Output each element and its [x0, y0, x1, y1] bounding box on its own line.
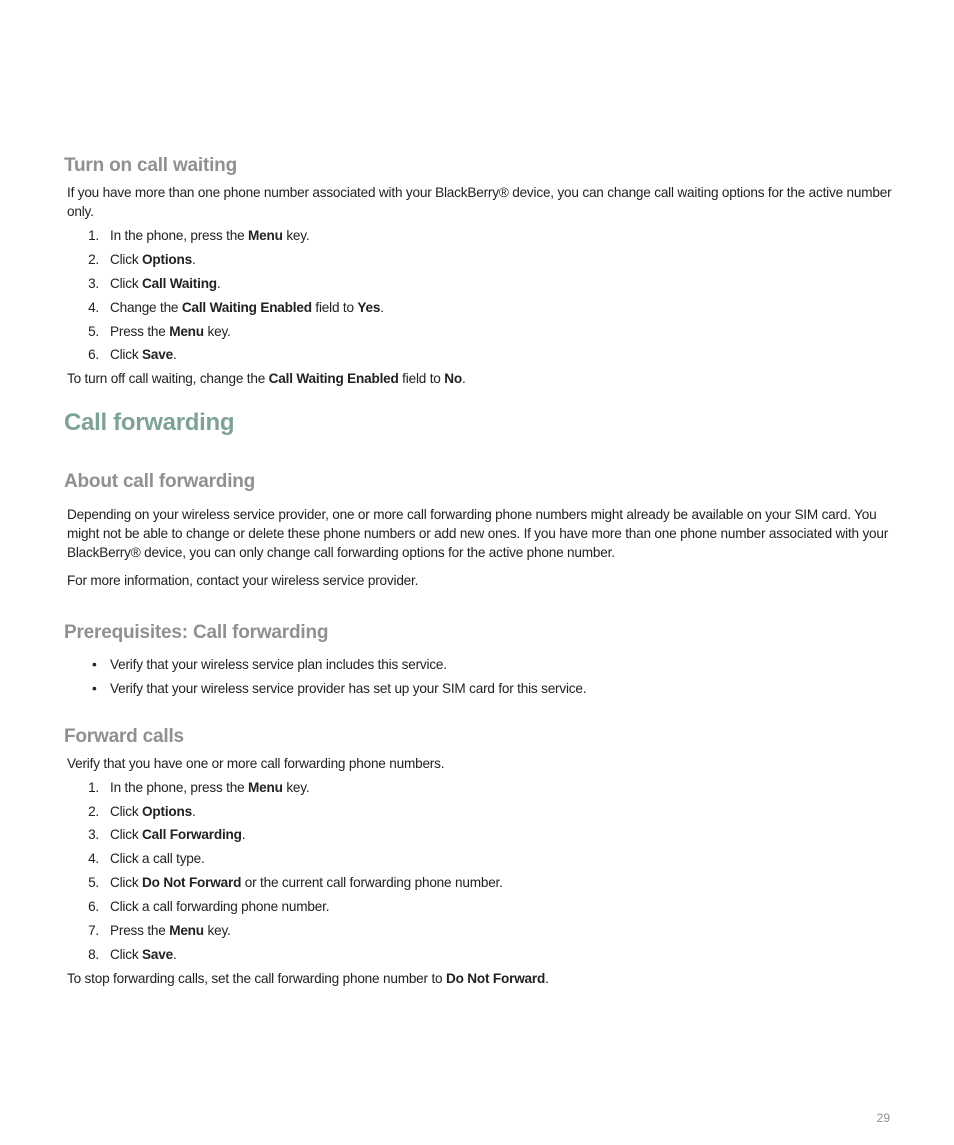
stop-forwarding-note: To stop forwarding calls, set the call forwarding phone number to Do Not Forward.	[67, 971, 549, 986]
document-page: Turn on call waiting If you have more than one phone number associated with your BlackBerry® device, you can change call waiting options for the active number only. 1. In the phone, press the Menu key. 2. Click Options. 3. Click Call Waiting. 4. Change the Call Waiting Enabled field to Yes. 5. Press the Menu key. 6. Click Save. To turn off call waiting, change the Call Waiting Enabled field to No. Call forwarding About call forwarding Depending on your wireless service provider, one or more call forwarding phone numbers might already be available on your SIM card. You might not be able to change or delete these phone numbers or add new ones. If you have more than one phone number associated with your BlackBerry® device, you can only change call forwarding options for the active phone number. For more information, contact your wireless service provider. Prerequisites: Call forwarding • Verify that your wireless service plan includes this service. • Verify that your wireless service provider has set up your SIM card for this service. Forward calls Verify that you have one or more call forwarding phone numbers. 1. In the phone, press the Menu key. 2. Click Options. 3. Click Call Forwarding. 4. Click a call type. 5. Click Do Not Forward or the current call forwarding phone number. 6. Click a call forwarding phone number. 7. Press the Menu key. 8. Click Save. To stop forwarding calls, set the call forwarding phone number to Do Not Forward. 29	[0, 0, 954, 1145]
turn-off-call-waiting-note: To turn off call waiting, change the Call Waiting Enabled field to No.	[67, 371, 466, 386]
page-number: 29	[876, 1111, 890, 1125]
bullet-icon: •	[92, 681, 97, 696]
more-information-text: For more information, contact your wireless service provider.	[67, 573, 419, 588]
forward-calls-heading: Forward calls	[64, 726, 184, 747]
bullet-icon: •	[92, 657, 97, 672]
about-call-forwarding-body: Depending on your wireless service provider, one or more call forwarding phone numbers might already be available on your SIM card. You might not be able to change or delete these phone numbers or add new ones. If you have more than one phone number associated with your BlackBerry® device, you can only change call forwarding options for the active phone number.	[67, 507, 889, 560]
turn-on-call-waiting-intro: If you have more than one phone number associated with your BlackBerry® device, you can change call waiting options for the active number only.	[67, 185, 892, 219]
prerequisites-heading: Prerequisites: Call forwarding	[64, 622, 329, 643]
call-forwarding-heading: Call forwarding	[64, 409, 235, 436]
turn-on-call-waiting-heading: Turn on call waiting	[64, 155, 237, 176]
forward-calls-intro: Verify that you have one or more call forwarding phone numbers.	[67, 756, 445, 771]
about-call-forwarding-heading: About call forwarding	[64, 471, 256, 492]
